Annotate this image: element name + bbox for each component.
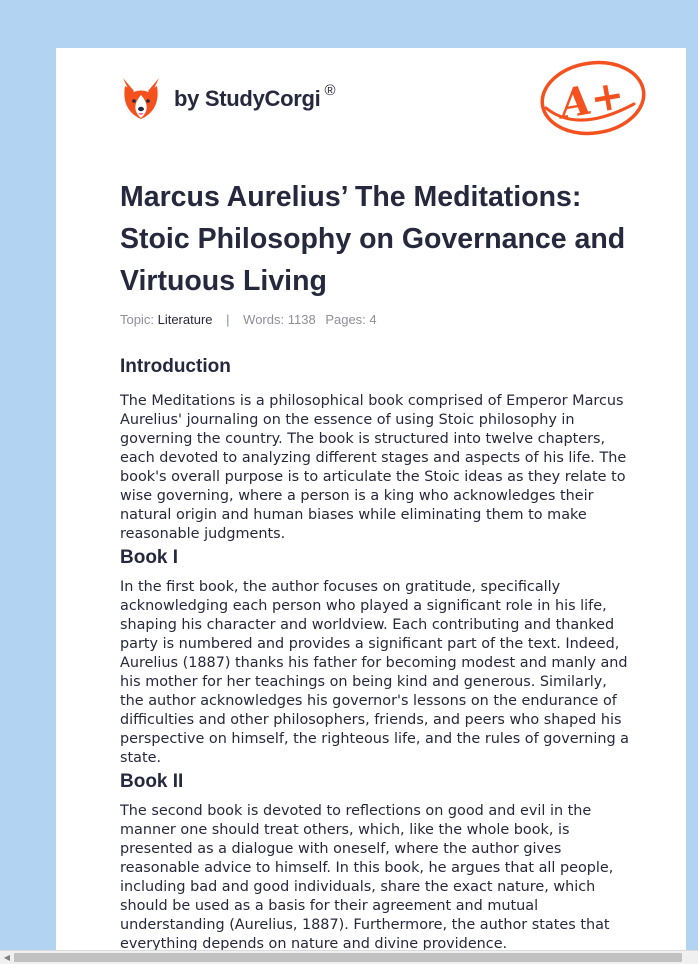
- pages-count: 4: [369, 312, 377, 327]
- section-heading: Introduction: [120, 356, 231, 377]
- document-title: Marcus Aurelius’ The Meditations: Stoic Philosophy on Governance and Virtuous Living: [120, 181, 626, 297]
- topic-value[interactable]: Literature: [157, 312, 213, 327]
- document-page: [56, 48, 686, 950]
- document-meta: [120, 312, 377, 327]
- topic-label: Topic:: [120, 312, 154, 327]
- registered-mark: ®: [324, 81, 336, 99]
- section-paragraph: In the first book, the author focuses on gratitude, specifically acknowledging each person who played a significant role in his life, shaping his character and worldview. Each contributing and thanked party is numbered and provides a significant part of the text. Indeed, Aurelius (1887) thanks his father for becoming modest and manly and his mother for her teachings on being kind and generous. Similarly, the author acknowledges his governor's lessons on the endurance of difficulties and other philosophers, friends, and peers who shaped his perspective on himself, the righteous life, and the rules of governing a state.: [120, 579, 629, 766]
- grade-a-plus-badge: [538, 58, 648, 140]
- section-heading: Book II: [120, 771, 184, 792]
- pages-label: Pages:: [325, 312, 366, 327]
- scrollbar-thumb[interactable]: [14, 953, 682, 962]
- section-heading: Book I: [120, 547, 179, 568]
- words-count: 1138: [287, 312, 316, 327]
- document-body: [120, 353, 630, 950]
- corgi-icon: [120, 76, 162, 122]
- meta-separator: |: [226, 312, 230, 327]
- words-label: Words:: [243, 312, 285, 327]
- grade-text: A+: [556, 70, 628, 129]
- brand-name: by StudyCorgi: [174, 86, 321, 111]
- section-paragraph: The Meditations is a philosophical book comprised of Emperor Marcus Aurelius' journaling on the essence of using Stoic philosophy in governing the country. The book is structured into twelve chapters, each devoted to analyzing different stages and aspects of his life. The book's overall purpose is to articulate the Stoic ideas as they relate to wise governing, where a person is a king who acknowledges their natural origin and human biases while eliminating them to make reasonable judgments.: [120, 393, 627, 542]
- horizontal-scrollbar[interactable]: [0, 950, 698, 964]
- section-paragraph: The second book is devoted to reflections on good and evil in the manner one should treat others, which, like the whole book, is presented as a dialogue with oneself, where the author gives reasonable advice to himself. In this book, he argues that all people, including bad and good individuals, share the exact nature, which should be used as a basis for their agreement and mutual understanding (Aurelius, 1887). Furthermore, the author states that everything depends on nature and divine providence.: [120, 803, 614, 950]
- scroll-left-icon[interactable]: ◀: [3, 953, 11, 962]
- studycorgi-logo[interactable]: [120, 76, 336, 122]
